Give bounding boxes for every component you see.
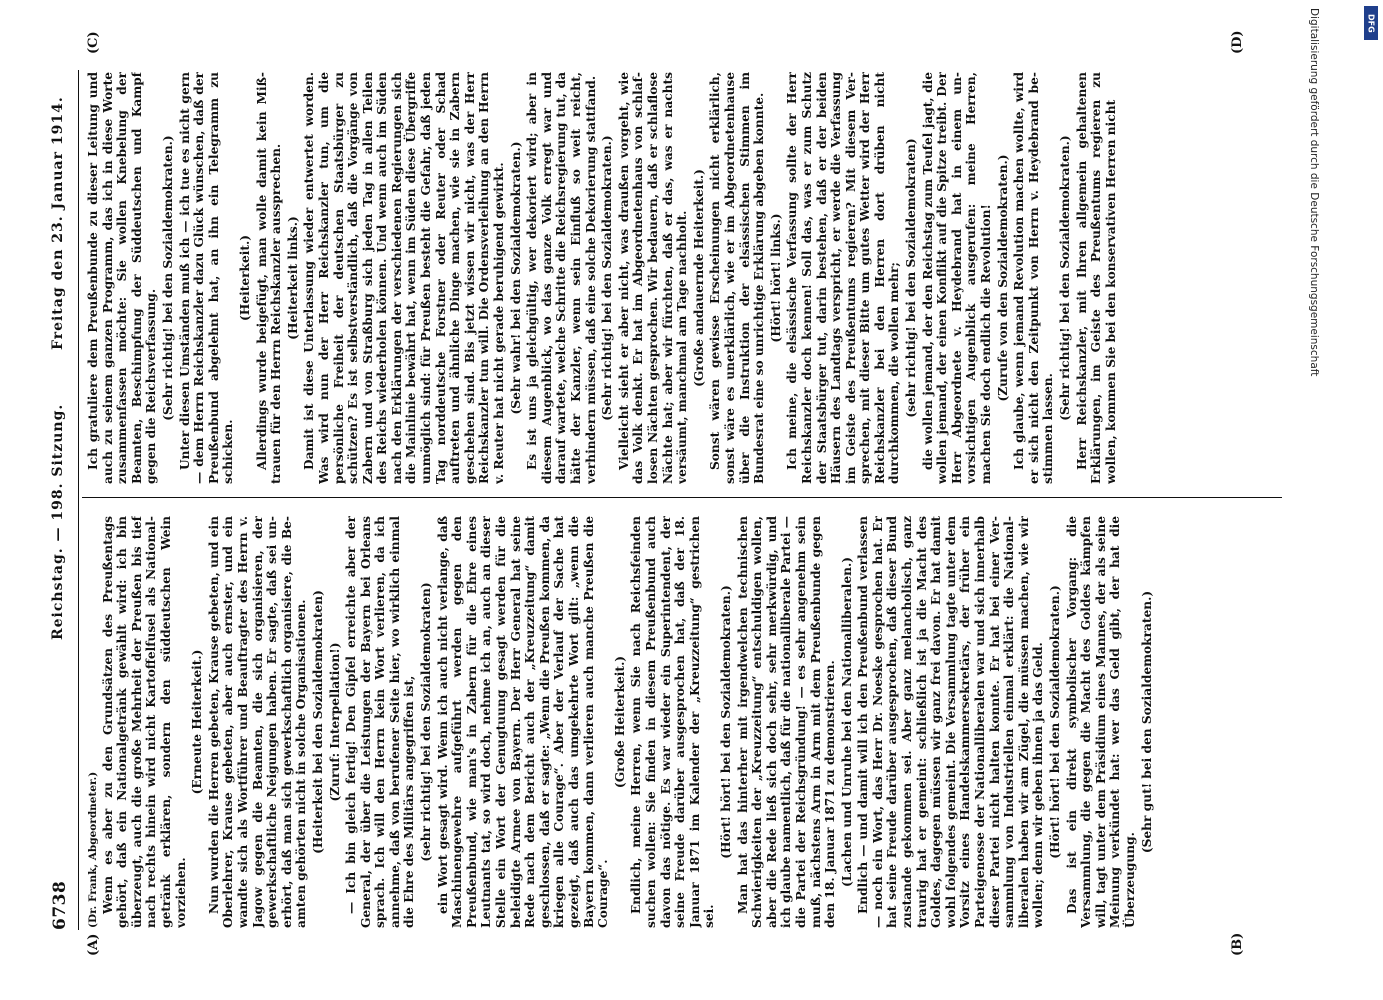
paragraph: ein Wort gesagt wird. Wenn ich auch nicht verlange, daß Maschinengewehre aufgeführt werden gegen den Preußenbund, wie man's in Zabern für die Ehre eines Leutnants tat, so wird doch, nehme ich an, auch an dieser Stelle ein Wort der Genugtuung gesagt werden für die beleidigte Armee von Bayern. Der Herr General hat seine Rede nach dem Bericht auch der „Kreuzzeitung“ damit geschlossen, daß er sagte: „Wenn die Preußen kommen, da kriegen alle Courage“. Aber der Verlauf der Sache hat gezeigt, daß auch das umgekehrte Wort gilt: „wenn die Bayern kommen, dann verlieren auch manche Preußen die Courage“.	[435, 516, 611, 928]
left-text-column	[86, 516, 1276, 928]
interjection: (Große Heiterkeit.)	[612, 655, 627, 789]
paragraph: Herr Reichskanzler, mit Ihren allgemein gehaltenen Erklärungen, im Geiste des Preußentums regieren zu wollen, kommen Sie bei den konservativen Herren nicht	[1074, 72, 1118, 484]
interjection: (Heiterkeit.)	[237, 235, 252, 321]
interjection: (Lachen und Unruhe bei den Nationalliberalen.)	[839, 557, 854, 887]
paragraph: Ich glaube, wenn jemand Revolution machen wollte, wird er sich nicht den Zeitpunkt von Herrn v. Heydebrand bestimmen lassen.	[1012, 72, 1056, 484]
page-number: 6738	[50, 880, 70, 930]
margin-marker-d: (D)	[1230, 30, 1245, 54]
paragraph: Allerdings wurde beigefügt, man wolle damit kein Mißtrauen für den Herrn Reichskanzler aussprechen.	[254, 72, 284, 484]
paragraph: Es ist uns ja gleichgültig, wer dekoriert wird; aber in diesem Augenblick, wo das ganze Volk erregt war und darauf wartete, welche Schritte die Reichsregierung tut, da hätte der Kanzler, wenn sein Einfluß so weit reicht, verhindern müssen, daß eine solche Dekorierung stattfand.	[525, 72, 598, 484]
paragraph: Endlich — und damit will ich den Preußenbund verlassen — noch ein Wort, das Herr Dr. Noeske gesprochen hat. Er hat seine Freude darüber ausgesprochen, daß dieser Bund zustande gekommen sei. Aber ganz melancholisch, ganz traurig hat er gemeint: schließlich ist ja die Macht des Goldes, dagegen müssen wir ganz frei davon. Er hat damit wohl folgendes gemeint. Die Versammlung tagte unter dem Vorsitz eines Handelskammersekretärs, der früher ein Parteigenosse der Nationalliberalen war und sich innerhalb dieser Partei nicht halten konnte. Er hat bei einer Versammlung von Industriellen einmal erklärt: die Nationalliberalen haben wir am Zügel, die müssen machen, wie wir wollen; denn wir geben ihnen ja das Geld.	[856, 516, 1046, 928]
interjection: (Sehr wahr! bei den Sozialdemokraten.)	[508, 141, 523, 415]
dfg-logo: DFG	[1364, 6, 1378, 40]
interjection: (Sehr richtig! bei den Sozialdemokraten.)	[1058, 135, 1072, 421]
paragraph: Ich gratuliere dem Preußenbunde zu dieser Leitung und auch zu seinem ganzen Programm, das ich in diese Worte zusammenfassen möchte: Sie wollen Knebelung der Beamten, Beschimpfung der Süddeutschen und Kampf gegen die Reichsverfassung.	[86, 72, 159, 484]
paragraph: Wenn es aber zu den Grundsätzen des Preußentags gehört, daß ein Nationalgetränk gewählt wird: ich bin überzeugt, auch die große Mehrheit der Preußen bis tief nach rechts hinein wird nicht Kartoffelfusel als Nationalgetränk erklären, sondern den süddeutschen Wein vorziehen.	[100, 516, 188, 928]
page-header	[50, 70, 72, 930]
speaker-label: (Dr. Frank, Abgeordneter.)	[87, 771, 99, 928]
interjection: (Große andauernde Heiterkeit.)	[691, 169, 706, 387]
column-divider	[82, 497, 1282, 498]
interjection: (Heiterkeit bei den Sozialdemokraten)	[310, 590, 325, 854]
paragraph: Endlich, meine Herren, wenn Sie nach Reichsfeinden suchen wollen: Sie finden in diesem Preußenbund auch davon das nötige. Es war wieder ein Superintendent, der seine Freude darüber ausgesprochen hat, daß der 18. Januar 1871 im Kalender der „Kreuzzeitung“ gestrichen sei.	[629, 516, 717, 928]
interjection: (Sehr richtig! bei den Sozialdemokraten.)	[160, 135, 175, 421]
interjection: (Hört! hört! links.)	[768, 213, 783, 343]
margin-marker-b: (B)	[1230, 932, 1245, 956]
paragraph: Nun wurden die Herren gebeten, Krause gebeten, und ein Oberlehrer, Krause gebeten, aber auch ernster, und ein wandte sich als Wortführer und Beauftragter des Herrn v. Jagow gegen die Beamten, die sich organisieren, der gewerkschaftliche Neigungen haben. Er sagte, daß sei unerhört, daß man sich gewerkschaftlich organisiere, die Beamten gehörten nicht in solche Organisationen.	[206, 516, 309, 928]
paragraph: Man hat das hinterher mit irgendwelchen technischen Schwierigkeiten der „Kreuzzeitung“ entschuldigen wollen, aber die Rede ließ sich doch sehr, sehr merkwürdig, und ich glaube namentlich, daß für die nationalliberale Partei — die Partei der Reichsgründung! — es sehr angenehm sein muß, nächstens Arm in Arm mit dem Preußenbunde gegen den 18. Januar 1871 zu demonstrieren.	[735, 516, 838, 928]
session-date: Freitag den 23. Januar 1914.	[50, 96, 66, 350]
right-text-column	[86, 72, 1276, 484]
session-title: Reichstag. — 198. Sitzung.	[50, 403, 66, 640]
paragraph: Damit ist diese Unterlassung wieder entwertet worden. Was wird nun der Herr Reichskanzler tun, um die persönliche Freiheit der deutschen Staatsbürger zu schützen? Es ist selbstverständlich, daß die Vorgänge von Zabern und von Straßburg sich jeden Tag in allen Teilen des Reichs wiederholen können. Und wenn auch im Süden nach den Erklärungen der verschiedenen Regierungen sich die Mainlinie bewährt hat, wenn im Süden diese Übergriffe unmöglich sind: für Preußen besteht die Gefahr, daß jeden Tag norddeutsche Forstner oder Reuter oder Schad auftreten und ähnliche Dinge machen, wie sie in Zabern geschehen sind. Bis jetzt wissen wir nicht, was der Herr Reichskanzler tun will. Die Ordensverleihung an den Herrn v. Reuter hat nicht gerade beruhigend gewirkt.	[302, 72, 507, 484]
interjection: (Heiterkeit links.)	[285, 216, 300, 340]
interjection: (Zurufe von den Sozialdemokraten.)	[995, 154, 1010, 402]
interjection: (Sehr richtig! bei den Sozialdemokraten.)	[600, 135, 615, 421]
margin-marker-c: (C)	[86, 31, 101, 54]
digitization-credit: Digitalisierung gefördert durch die Deutsche Forschungsgemeinschaft	[1308, 8, 1320, 377]
margin-marker-a: (A)	[86, 933, 101, 956]
paragraph: Unter diesen Umständen muß ich — ich tue es nicht gern — dem Herrn Reichskanzler dazu Glück wünschen, daß der Preußenbund abgelehnt hat, an ihn ein Telegramm zu schicken.	[177, 72, 236, 484]
interjection: (sehr richtig! bei den Sozialdemokraten)	[419, 582, 434, 862]
paragraph: Das ist ein direkt symbolischer Vorgang: die Versammlung, die gegen die Macht des Goldes kämpfen will, tagt unter dem Präsidium eines Mannes, der als seine Meinung verkündet hat: wer das Geld gibt, der hat die Überzeugung.	[1064, 516, 1137, 928]
interjection: (Sehr gut! bei den Sozialdemokraten.)	[1139, 590, 1154, 854]
interjection: (Hört! hört! bei den Sozialdemokraten.)	[718, 585, 733, 859]
interjection: (sehr richtig! bei den Sozialdemokraten)	[904, 138, 919, 418]
interjection: (Hört! hört! bei den Sozialdemokraten.)	[1048, 585, 1062, 859]
paragraph: Sonst wären gewisse Erscheinungen nicht erklärlich, sonst wäre es unerklärlich, wie er im Abgeordnetenhause über die Instruktion der elsässischen Stimmen im Bundesrat eine so unrichtige Erklärung abgeben konnte.	[708, 72, 767, 484]
header-rule	[78, 70, 79, 930]
paragraph: Ich meine, die elsässische Verfassung sollte der Herr Reichskanzler doch kennen! Soll das, was er zum Schutz der Staatsbürger tut, darin bestehen, daß er der beiden Häusern des Landtags verspricht, er werde die Verfassung im Geiste des Preußentums regieren? Mit diesem Versprechen, mit dieser Bitte um gutes Wetter wird der Herr Reichskanzler bei den Herren dort drüben nicht durchkommen, die wollen mehr;	[785, 72, 902, 484]
interjection: (Zuruf: Interpellation!)	[327, 642, 342, 802]
paragraph: — Ich bin gleich fertig! Den Gipfel erreichte aber der General, der über die Leistungen der Bayern bei Orleans sprach. Ich will den Herrn kein Wort verlieren, da ich annehme, daß von berufener Seite hier, wo wirklich einmal die Ehre des Militärs angegriffen ist,	[344, 516, 417, 928]
paragraph: Vielleicht sieht er aber nicht, was draußen vorgeht, wie das Volk denkt. Er hat im Abgeordnetenhaus von schlaflosen Nächten gesprochen. Wir bedauern, daß er schlaflose Nächte hat; aber wir fürchten, daß er das, was er nachts versäumt, manchmal am Tage nachholt.	[616, 72, 690, 484]
interjection: (Erneute Heiterkeit.)	[190, 649, 205, 795]
paragraph: die wollen jemand, der den Reichstag zum Teufel jagt, die wollen jemand, der einen Konflikt auf die Spitze treibt. Der Herr Abgeordnete v. Heydebrand hat in einem unvorsichtigen Augenblick ausgerufen: meine Herren, machen Sie doch endlich die Revolution!	[920, 72, 994, 484]
